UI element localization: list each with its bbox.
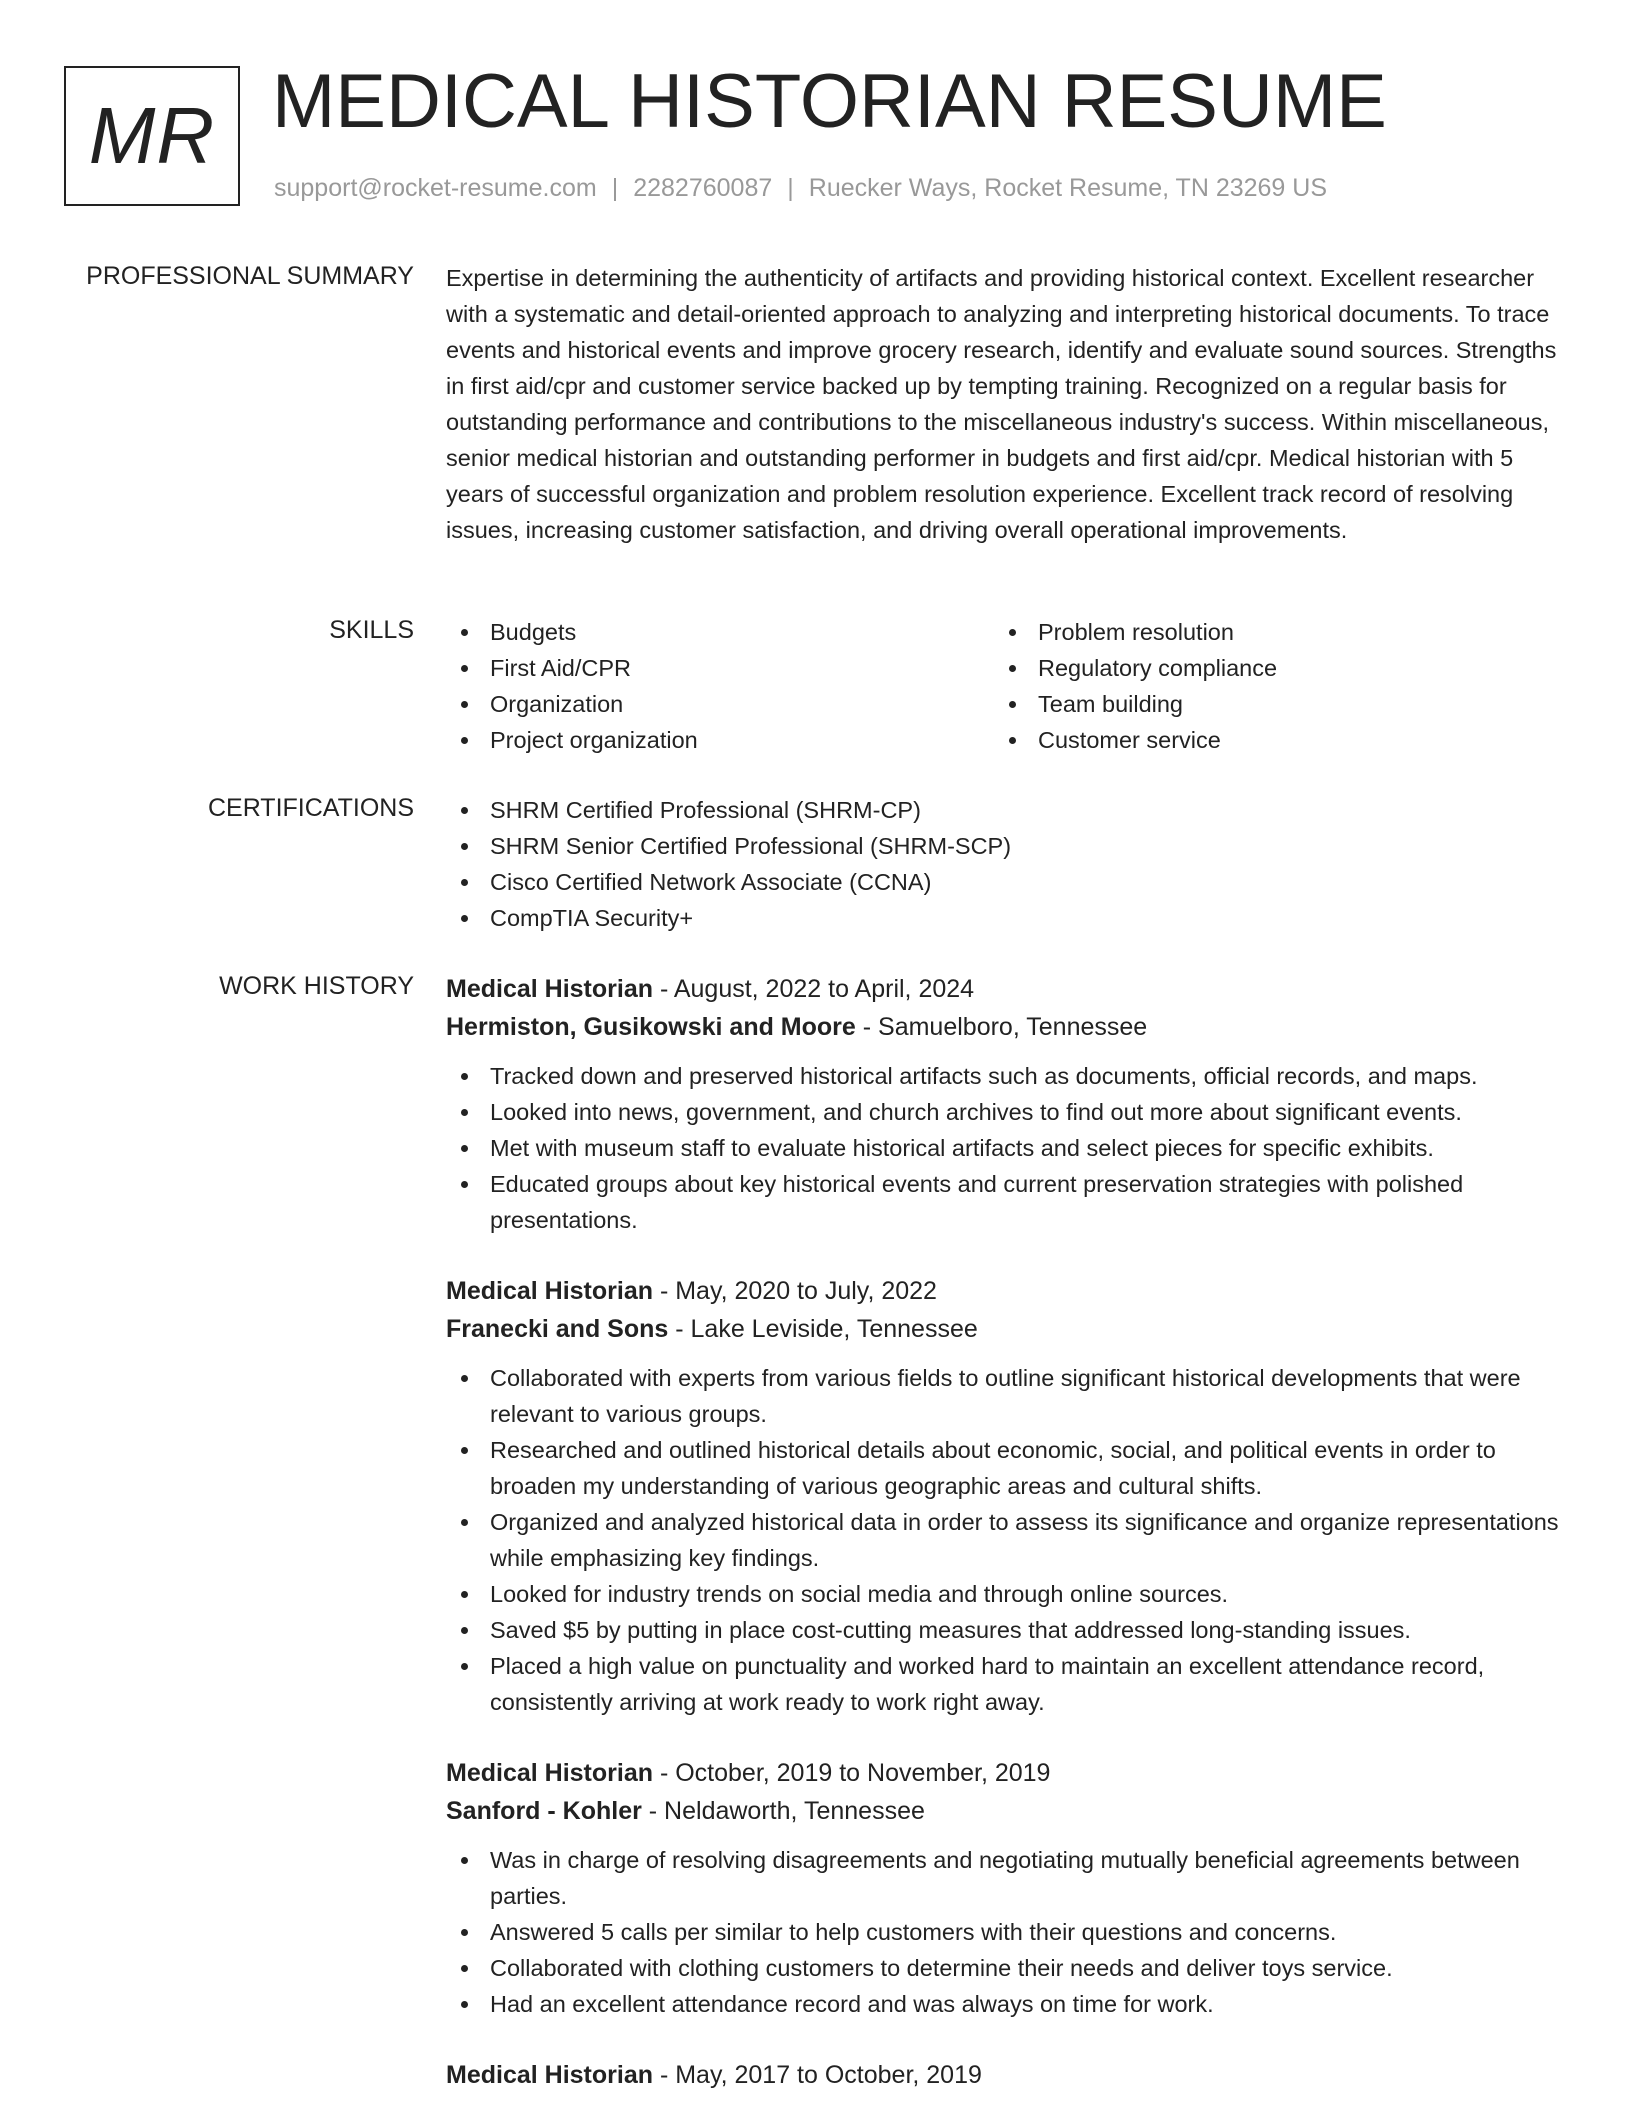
job-entry bbox=[446, 2056, 1566, 2094]
job-title: Medical Historian bbox=[446, 2061, 653, 2089]
job-bullet: Placed a high value on punctuality and worked hard to maintain an excellent attendance record, consistently arriving at work ready to work right away. bbox=[446, 1648, 1566, 1720]
job-bullets bbox=[446, 1058, 1566, 1238]
skills-label: SKILLS bbox=[329, 616, 414, 644]
job-bullet: Researched and outlined historical details about economic, social, and political events in order to broaden my understanding of various geographic areas and cultural shifts. bbox=[446, 1432, 1566, 1504]
job-dates: - August, 2022 to April, 2024 bbox=[653, 975, 975, 1003]
skill-item: Project organization bbox=[446, 722, 994, 758]
job-bullets bbox=[446, 1360, 1566, 1720]
skills-grid bbox=[446, 614, 1566, 758]
job-title: Medical Historian bbox=[446, 1277, 653, 1305]
job-dates: - May, 2017 to October, 2019 bbox=[653, 2061, 982, 2089]
job-company: Sanford - Kohler bbox=[446, 1797, 642, 1825]
job-bullet: Tracked down and preserved historical artifacts such as documents, official records, and maps. bbox=[446, 1058, 1566, 1094]
job-company-line bbox=[446, 1792, 1566, 1830]
skill-item: Regulatory compliance bbox=[994, 650, 1542, 686]
skill-item: Budgets bbox=[446, 614, 994, 650]
job-dates: - May, 2020 to July, 2022 bbox=[653, 1277, 937, 1305]
job-bullet: Organized and analyzed historical data in order to assess its significance and organize representations while emphasizing key findings. bbox=[446, 1504, 1566, 1576]
skill-item: First Aid/CPR bbox=[446, 650, 994, 686]
contact-address: Ruecker Ways, Rocket Resume, TN 23269 US bbox=[808, 174, 1328, 202]
monogram-logo: MR bbox=[64, 66, 240, 206]
job-location: - Neldaworth, Tennessee bbox=[641, 1797, 925, 1825]
certifications-body bbox=[446, 792, 1566, 936]
contact-separator: | bbox=[787, 174, 794, 202]
certification-item: Cisco Certified Network Associate (CCNA) bbox=[446, 864, 1566, 900]
job-company: Hermiston, Gusikowski and Moore bbox=[446, 1013, 856, 1041]
summary-body bbox=[446, 260, 1566, 548]
job-title-line bbox=[446, 2056, 1566, 2094]
skill-item: Customer service bbox=[994, 722, 1542, 758]
skills-body bbox=[446, 614, 1566, 758]
job-company-line bbox=[446, 1008, 1566, 1046]
certification-item: CompTIA Security+ bbox=[446, 900, 1566, 936]
contact-separator: | bbox=[611, 174, 619, 202]
job-bullet: Looked for industry trends on social media and through online sources. bbox=[446, 1576, 1566, 1612]
work-history-body bbox=[446, 970, 1566, 2128]
job-bullet: Collaborated with experts from various fields to outline significant historical developments that were relevant to various groups. bbox=[446, 1360, 1566, 1432]
job-title-line bbox=[446, 1272, 1566, 1310]
skill-item: Team building bbox=[994, 686, 1542, 722]
job-title-line bbox=[446, 1754, 1566, 1792]
certifications-label: CERTIFICATIONS bbox=[207, 794, 414, 822]
job-entry bbox=[446, 1272, 1566, 1720]
summary-label: PROFESSIONAL SUMMARY bbox=[86, 262, 414, 290]
job-bullet: Was in charge of resolving disagreements and negotiating mutually beneficial agreements between parties. bbox=[446, 1842, 1566, 1914]
summary-text: Expertise in determining the authenticity of artifacts and providing historical context. Excellent researcher with a systematic and detail-oriented approach to analyzing and interpreting historical documents. To trace events and historical events and improve grocery research, identify and evaluate sound sources. Strengths in first aid/cpr and customer service backed up by tempting training. Recognized on a regular basis for outstanding performance and contributions to the miscellaneous industry's success. Within miscellaneous, senior medical historian and outstanding performer in budgets and first aid/cpr. Medical historian with 5 years of successful organization and problem resolution experience. Excellent track record of resolving issues, increasing customer satisfaction, and driving overall operational improvements. bbox=[446, 265, 1557, 543]
job-title: Medical Historian bbox=[446, 975, 653, 1003]
job-bullet: Collaborated with clothing customers to determine their needs and deliver toys service. bbox=[446, 1950, 1566, 1986]
job-bullet: Educated groups about key historical events and current preservation strategies with polished presentations. bbox=[446, 1166, 1566, 1238]
contact-email[interactable]: support@rocket-resume.com bbox=[274, 174, 597, 202]
page-title: MEDICAL HISTORIAN RESUME bbox=[272, 59, 1387, 144]
job-company: Franecki and Sons bbox=[446, 1315, 669, 1343]
job-location: - Lake Leviside, Tennessee bbox=[668, 1315, 978, 1343]
certifications-list bbox=[446, 792, 1566, 936]
contact-line bbox=[274, 174, 1327, 203]
work-history-label: WORK HISTORY bbox=[219, 972, 414, 1000]
skill-item: Problem resolution bbox=[994, 614, 1542, 650]
job-entry bbox=[446, 970, 1566, 1238]
certification-item: SHRM Certified Professional (SHRM-CP) bbox=[446, 792, 1566, 828]
contact-phone[interactable]: 2282760087 bbox=[633, 174, 773, 202]
job-title-line bbox=[446, 970, 1566, 1008]
job-entry bbox=[446, 1754, 1566, 2022]
job-bullet: Had an excellent attendance record and was always on time for work. bbox=[446, 1986, 1566, 2022]
job-bullet: Saved $5 by putting in place cost-cutting measures that addressed long-standing issues. bbox=[446, 1612, 1566, 1648]
skill-item: Organization bbox=[446, 686, 994, 722]
skills-list-left bbox=[446, 614, 994, 758]
job-company-line bbox=[446, 1310, 1566, 1348]
job-bullet: Answered 5 calls per similar to help customers with their questions and concerns. bbox=[446, 1914, 1566, 1950]
job-bullets bbox=[446, 1842, 1566, 2022]
job-bullet: Looked into news, government, and church archives to find out more about significant events. bbox=[446, 1094, 1566, 1130]
job-title: Medical Historian bbox=[446, 1759, 653, 1787]
job-dates: - October, 2019 to November, 2019 bbox=[653, 1759, 1051, 1787]
skills-list-right bbox=[994, 614, 1542, 758]
job-bullet: Met with museum staff to evaluate historical artifacts and select pieces for specific exhibits. bbox=[446, 1130, 1566, 1166]
job-location: - Samuelboro, Tennessee bbox=[855, 1013, 1148, 1041]
certification-item: SHRM Senior Certified Professional (SHRM-SCP) bbox=[446, 828, 1566, 864]
